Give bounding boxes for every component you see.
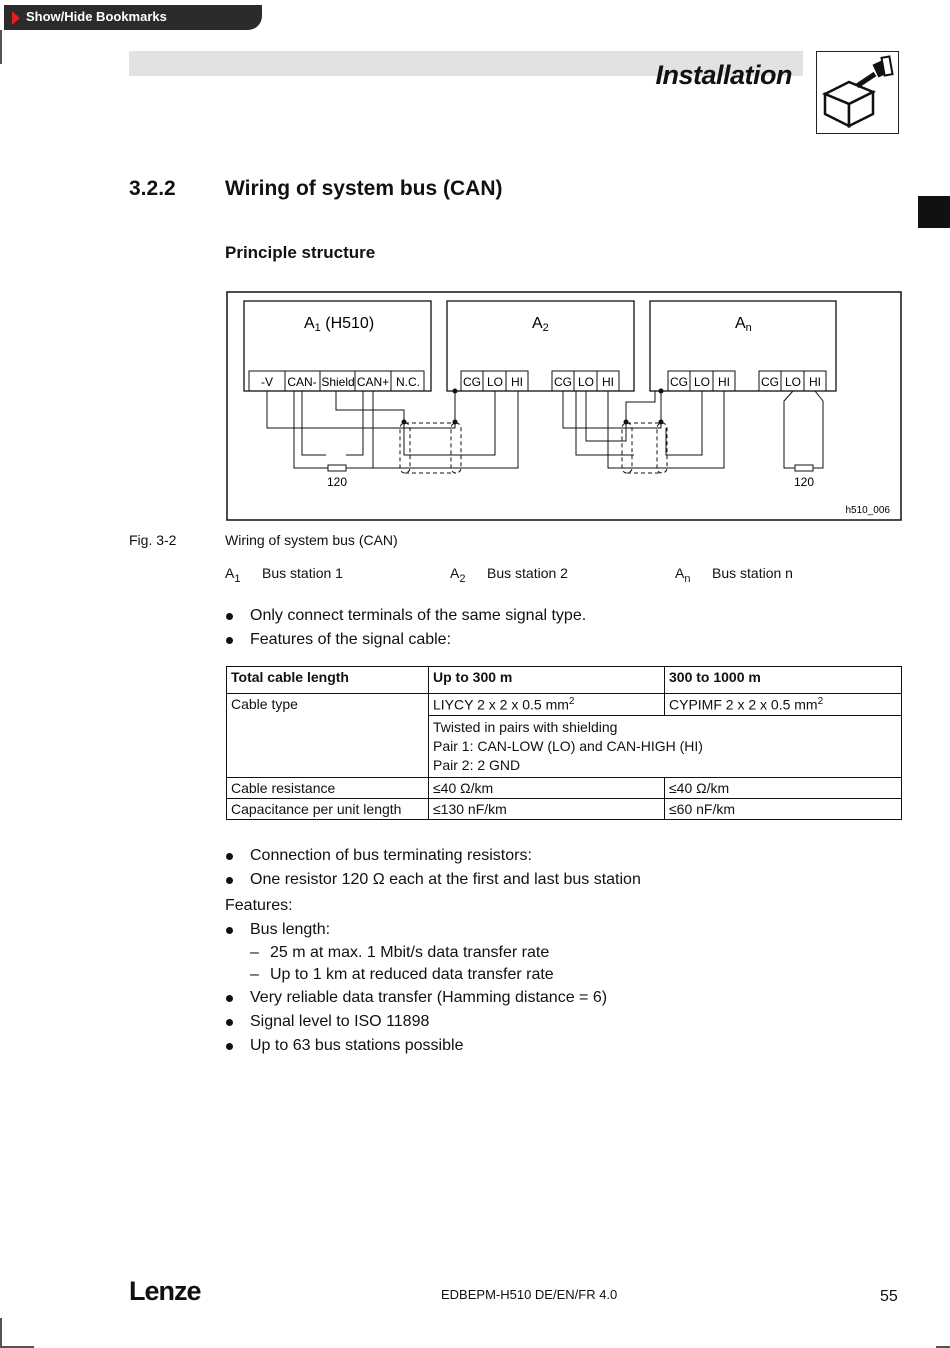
list-item: Features of the signal cable: [225, 628, 586, 652]
table-cell: Twisted in pairs with shielding Pair 1: CAN-LOW (LO) and CAN-HIGH (HI) Pair 2: 2 GND [429, 715, 902, 777]
lenze-logo: Lenze [129, 1276, 201, 1306]
terminal-shield: Shield [321, 375, 355, 389]
list-item: Only connect terminals of the same signal type. [225, 604, 586, 628]
figure-caption: Wiring of system bus (CAN) [225, 532, 398, 548]
cable-shields [400, 423, 667, 473]
bus-wires [267, 391, 823, 468]
table-header: 300 to 1000 m [665, 667, 902, 694]
a2-out-lo: LO [577, 375, 595, 389]
legend-symbol-a1: $A_1$ [225, 565, 241, 585]
bullet-list-1 [225, 604, 586, 652]
an-out-lo: LO [784, 375, 802, 389]
a2-out-cg: CG [554, 375, 572, 389]
an-out-cg: CG [761, 375, 779, 389]
figure-id: h510_006 [845, 505, 890, 516]
installation-box-icon [816, 51, 899, 134]
list-item: Signal level to ISO 11898 [225, 1010, 607, 1034]
figure-label: Fig. 3-2 [129, 532, 177, 548]
station-a1-title: A1 (H510) [304, 315, 375, 334]
chapter-tab-marker [918, 196, 950, 228]
table-row [227, 777, 902, 798]
resistor-left-value: 120 [326, 475, 348, 489]
legend-text-a2: Bus station 2 [487, 565, 568, 581]
table-header: Total cable length [227, 667, 429, 694]
resistor-left [328, 465, 346, 471]
triangle-right-icon [12, 11, 20, 25]
resistor-right-value: 120 [793, 475, 815, 489]
section-number: 3.2.2 [129, 177, 176, 200]
an-in-lo: LO [693, 375, 711, 389]
legend-text-a1: Bus station 1 [262, 565, 343, 581]
terminal-v: -V [261, 375, 273, 389]
table-row [227, 798, 902, 819]
table-cell: Capacitance per unit length [227, 798, 429, 819]
an-out-hi: HI [809, 375, 821, 389]
subsection-title: Principle structure [225, 243, 376, 262]
list-item: Connection of bus terminating resistors: [225, 844, 641, 868]
an-in-hi: HI [718, 375, 730, 389]
show-hide-bookmarks-button[interactable] [4, 5, 262, 30]
a2-out-hi: HI [602, 375, 614, 389]
table-cell: Cable resistance [227, 777, 429, 798]
table-cell: LIYCY 2 x 2 x 0.5 $mm^2$ [429, 694, 665, 716]
table-header-row [227, 667, 902, 694]
station-an-title: An [735, 315, 752, 334]
junction-dots [402, 389, 664, 425]
station-a2-title: A2 [532, 315, 549, 334]
list-subitem: – Up to 1 km at reduced data transfer rate [225, 964, 607, 986]
legend-text-an: Bus station n [712, 565, 793, 581]
table-row [227, 694, 902, 716]
terminal-nc: N.C. [396, 375, 420, 389]
table-cell: ≤40 Ω/km [665, 777, 902, 798]
list-item: Bus length: [225, 918, 607, 942]
page-edge-rule [0, 30, 2, 64]
list-subitem: – 25 m at max. 1 Mbit/s data transfer rate [225, 942, 607, 964]
cable-features-table [226, 666, 902, 820]
table-cell: ≤60 nF/km [665, 798, 902, 819]
table-cell: ≤40 Ω/km [429, 777, 665, 798]
a2-in-hi: HI [511, 375, 523, 389]
bullet-list-2 [225, 844, 641, 892]
a2-in-lo: LO [486, 375, 504, 389]
terminal-can-plus: CAN+ [356, 375, 390, 389]
table-cell: CYPIMF 2 x 2 x 0.5 $mm^2$ [665, 694, 902, 716]
resistor-right [795, 465, 813, 471]
table-cell: Cable type [227, 694, 429, 778]
an-in-cg: CG [670, 375, 688, 389]
page-number: 55 [880, 1288, 898, 1305]
document-id: EDBEPM-H510 DE/EN/FR 4.0 [441, 1287, 618, 1302]
legend-symbol-an: $A_n$ [675, 565, 691, 585]
list-item: One resistor 120 Ω each at the first and last bus station [225, 868, 641, 892]
features-label: Features: [225, 897, 293, 914]
chapter-title: Installation [655, 60, 792, 90]
features-list [225, 918, 607, 1058]
bookmarks-label: Show/Hide Bookmarks [26, 9, 167, 24]
list-item: Very reliable data transfer (Hamming distance = 6) [225, 986, 607, 1010]
a2-in-cg: CG [463, 375, 481, 389]
table-cell: ≤130 nF/km [429, 798, 665, 819]
can-wiring-diagram [226, 291, 902, 521]
terminal-can-minus: CAN- [287, 375, 317, 389]
list-item: Up to 63 bus stations possible [225, 1034, 607, 1058]
crop-mark [0, 1318, 2, 1348]
legend-symbol-a2: $A_2$ [450, 565, 466, 585]
table-header: Up to 300 m [429, 667, 665, 694]
section-title: Wiring of system bus (CAN) [225, 177, 503, 200]
